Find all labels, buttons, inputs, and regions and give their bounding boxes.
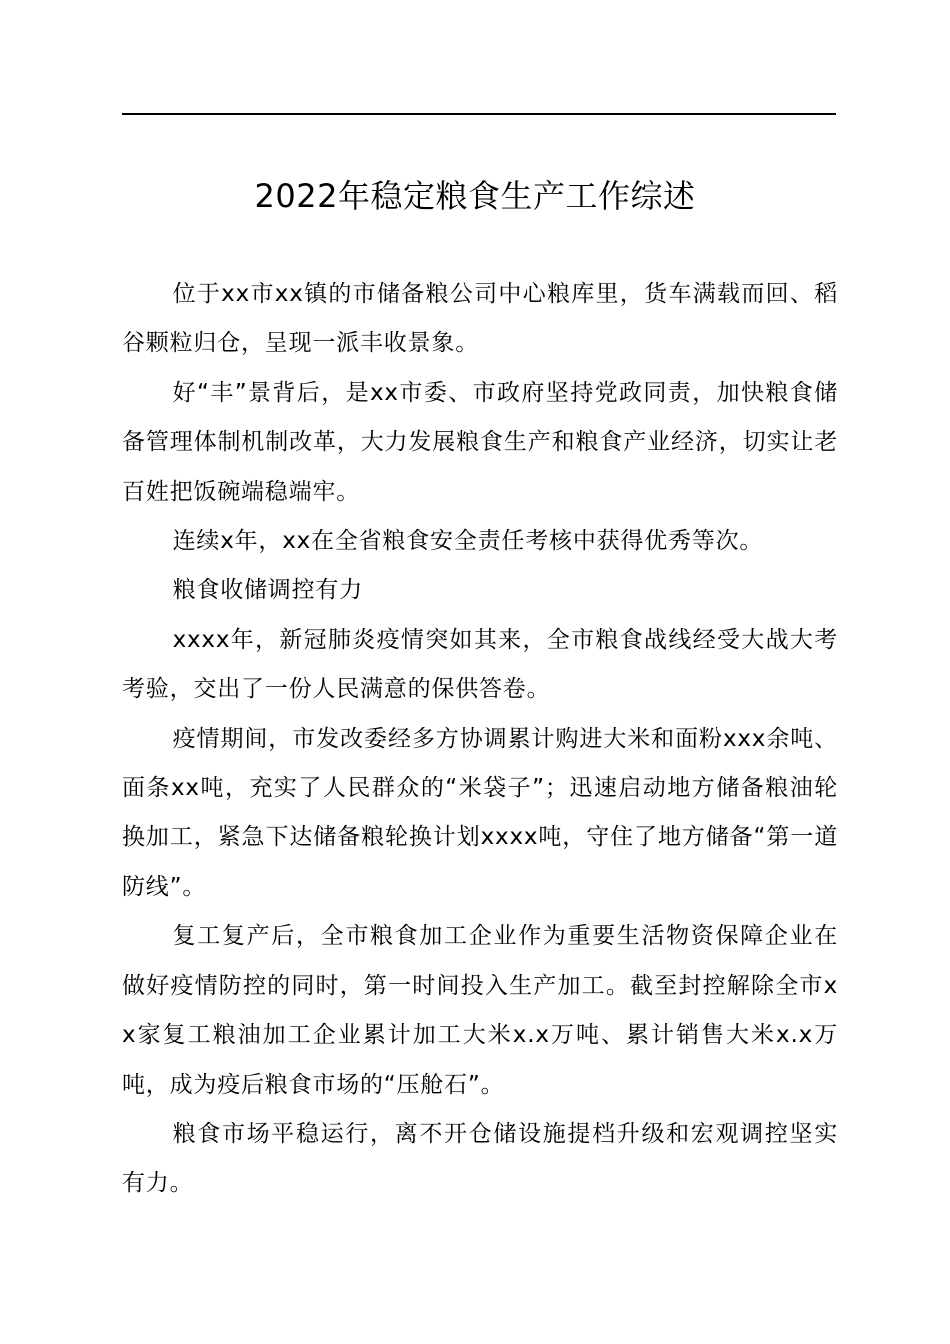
document-title: 2022年稳定粮食生产工作综述 — [254, 177, 696, 215]
paragraph: 连续x年，xx在全省粮食安全责任考核中获得优秀等次。 — [172, 528, 764, 555]
paragraph: 粮食市场平稳运行，离不开仓储设施提档升级和宏观调控坚实有力。 — [122, 1120, 838, 1197]
paragraph: 疫情期间，市发改委经多方协调累计购进大米和面粉xxx余吨、面条xx吨，充实了人民群众的“米袋子”；迅速启动地方储备粮油轮换加工，紧急下达储备粮轮换计划xxxx吨，守住了地方储备“第一道防线”。 — [122, 725, 838, 900]
section-heading: 粮食收储调控有力 — [172, 577, 363, 604]
header-rule — [122, 113, 836, 115]
paragraph: 复工复产后，全市粮食加工企业作为重要生活物资保障企业在做好疫情防控的同时，第一时间投入生产加工。截至封控解除全市xx家复工粮油加工企业累计加工大米x.x万吨、累计销售大米x.x万吨，成为疫后粮食市场的“压舱石”。 — [122, 923, 838, 1098]
paragraph: 位于xx市xx镇的市储备粮公司中心粮库里，货车满载而回、稻谷颗粒归仓，呈现一派丰收景象。 — [122, 281, 838, 357]
paragraph: 好“丰”景背后，是xx市委、市政府坚持党政同责，加快粮食储备管理体制机制改革，大力发展粮食生产和粮食产业经济，切实让老百姓把饭碗端稳端牢。 — [122, 379, 838, 505]
document-body — [122, 270, 838, 1209]
paragraph: xxxx年，新冠肺炎疫情突如其来，全市粮食战线经受大战大考考验，交出了一份人民满意的保供答卷。 — [122, 626, 838, 703]
